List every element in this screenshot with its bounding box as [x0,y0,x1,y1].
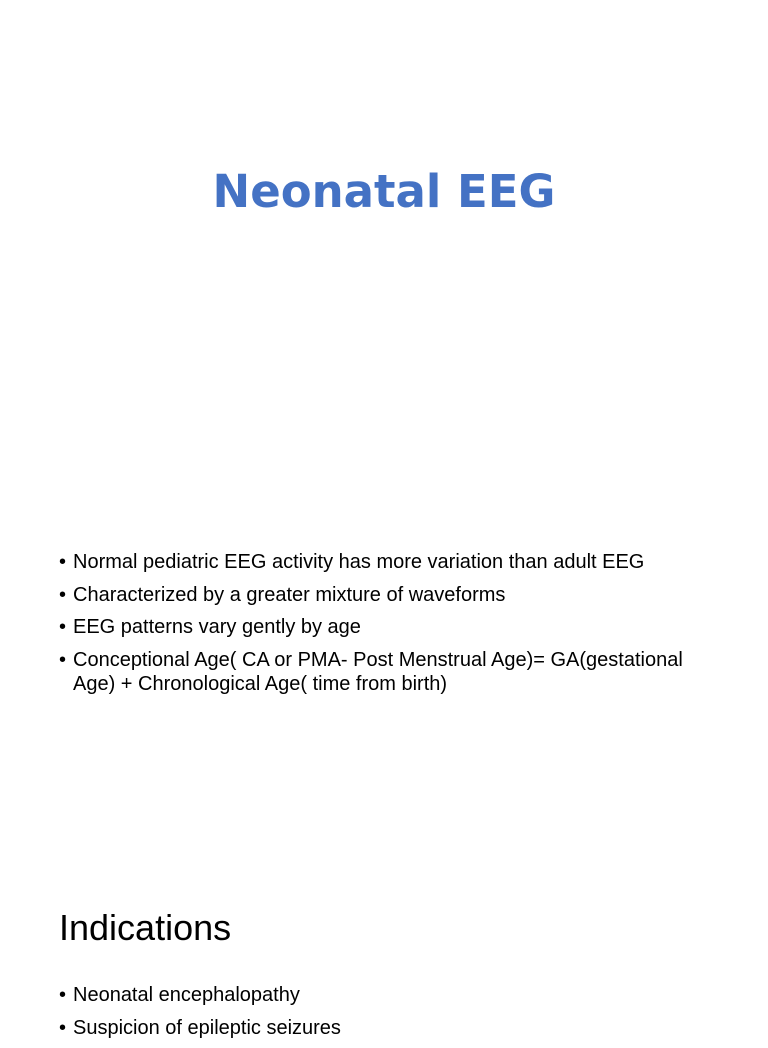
bullet-icon: • [59,583,67,606]
list-item [59,983,719,1007]
list-item-text: Characterized by a greater mixture of waveforms [73,583,506,606]
slide-title: Neonatal EEG [212,165,556,218]
list-item-text: Normal pediatric EEG activity has more variation than adult EEG [73,551,645,573]
list-item [59,648,719,696]
bullet-icon: • [59,984,67,1006]
bullet-icon: • [59,648,67,671]
list-item-text: Conceptional Age( CA or PMA- Post Menstrual Age)= GA(gestational Age) + Chronological Age( time from birth) [73,648,683,695]
intro-bullet-list [59,550,719,704]
list-item [59,583,719,607]
indications-bullet-list [59,983,719,1048]
list-item-text: Suspicion of epileptic seizures [73,1016,341,1039]
list-item-text: EEG patterns vary gently by age [73,616,361,638]
list-item-text: Neonatal encephalopathy [73,984,300,1006]
bullet-icon: • [59,1016,67,1039]
list-item [59,550,719,574]
list-item [59,1016,719,1040]
list-item [59,615,719,639]
bullet-icon: • [59,551,67,573]
bullet-icon: • [59,616,67,638]
indications-heading: Indications [59,907,232,948]
